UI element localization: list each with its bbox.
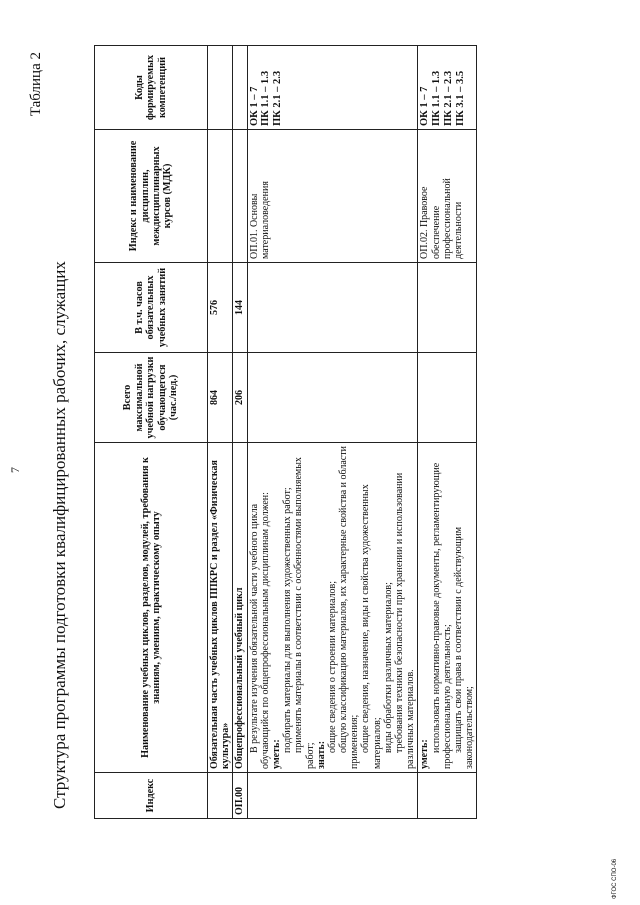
competence-code: ПК 1.1 – 1.3 [260,70,272,126]
header-max-load: Всего максимальной учебной нагрузки обучающегося (час./нед.) [95,353,208,443]
cell-competences [247,46,418,130]
header-discipline: Индекс и наименование дисциплин, междисциплинарных курсов (МДК) [95,130,208,263]
umet-item: защищать свои права в соответствии с действующим законодательством; [452,526,476,769]
cell-index [247,773,418,819]
cell-competences [208,46,233,130]
cell-discipline [233,130,247,263]
footer-mark: ФГОС СПО-06 [612,858,618,899]
cell-mandatory-hours: 144 [233,263,247,353]
cell-max-load: 206 [233,353,247,443]
cell-requirements [418,443,477,773]
umet-item: подбирать материалы для выполнения художественных работ; [282,487,294,753]
znat-item: виды обработки различных материалов; [382,582,394,753]
cell-index [208,773,233,819]
requirements-intro: В результате изучения обязательной части учебного цикла обучающийся по общепрофессиональным дисциплинам должен: [248,492,271,769]
competence-code: ПК 2.1 – 2.3 [442,70,454,126]
cell-mandatory-hours [418,263,477,353]
document-title: Структура программы подготовки квалифицированных рабочих, служащих [50,261,69,809]
cell-index: ОП.00 [233,773,247,819]
cell-mandatory-hours: 576 [208,263,233,353]
umet-item: применять материалы в соответствии с особенностями выполняемых работ; [293,457,316,769]
table-caption: Таблица 2 [28,52,44,117]
cell-discipline: ОП.02. Правовое обеспечение профессиональной деятельности [418,130,477,263]
znat-item: общие сведения о строении материалов; [326,581,338,753]
umet-label: уметь: [270,739,282,769]
znat-label: знать: [315,740,327,769]
competence-code: ПК 1.1 – 1.3 [431,70,443,126]
cell-requirements [247,443,418,773]
cell-name: Общепрофессиональный учебный цикл [233,443,247,773]
znat-item: требования техники безопасности при хранении и использовании различных материалов. [394,472,417,769]
cell-name: Обязательная часть учебных циклов ППКРС и раздел «Физическая культура» [208,443,233,773]
cell-max-load [418,353,477,443]
cell-mandatory-hours [247,263,418,353]
header-competences: Коды формируемых компетенций [95,46,208,130]
table-row-op02 [418,46,477,819]
table-header-row [95,46,208,819]
table-row-mandatory [208,46,233,819]
structure-table [94,45,477,819]
cell-discipline [208,130,233,263]
cell-discipline: ОП.01. Основы материаловедения [247,130,418,263]
competence-code: ПК 2.1 – 2.3 [272,70,284,126]
header-mandatory-hours: В т.ч. часов обязательных учебных занятий [95,263,208,353]
cell-competences [418,46,477,130]
umet-item: использовать нормативно-правовые документы, регламентирующие профессиональную деятельность; [430,462,453,769]
competence-code: ПК 3.1 – 3.5 [454,70,466,126]
table-row-op01 [247,46,418,819]
umet-label: уметь: [419,739,431,769]
competence-code: ОК 1 – 7 [419,86,431,126]
header-name: Наименование учебных циклов, разделов, модулей, требования к знаниям, умениям, практическому опыту [95,443,208,773]
table-row-op00 [233,46,247,819]
cell-max-load [247,353,418,443]
znat-item: общую классификацию материалов, их характерные свойства и области применения; [338,446,361,769]
header-index: Индекс [95,773,208,819]
znat-item: общие сведения, назначение, виды и свойства художественных материалов; [360,484,383,769]
competence-code: ОК 1 – 7 [248,86,260,126]
cell-competences [233,46,247,130]
cell-max-load: 864 [208,353,233,443]
page-number: 7 [8,467,22,473]
cell-index [418,773,477,819]
